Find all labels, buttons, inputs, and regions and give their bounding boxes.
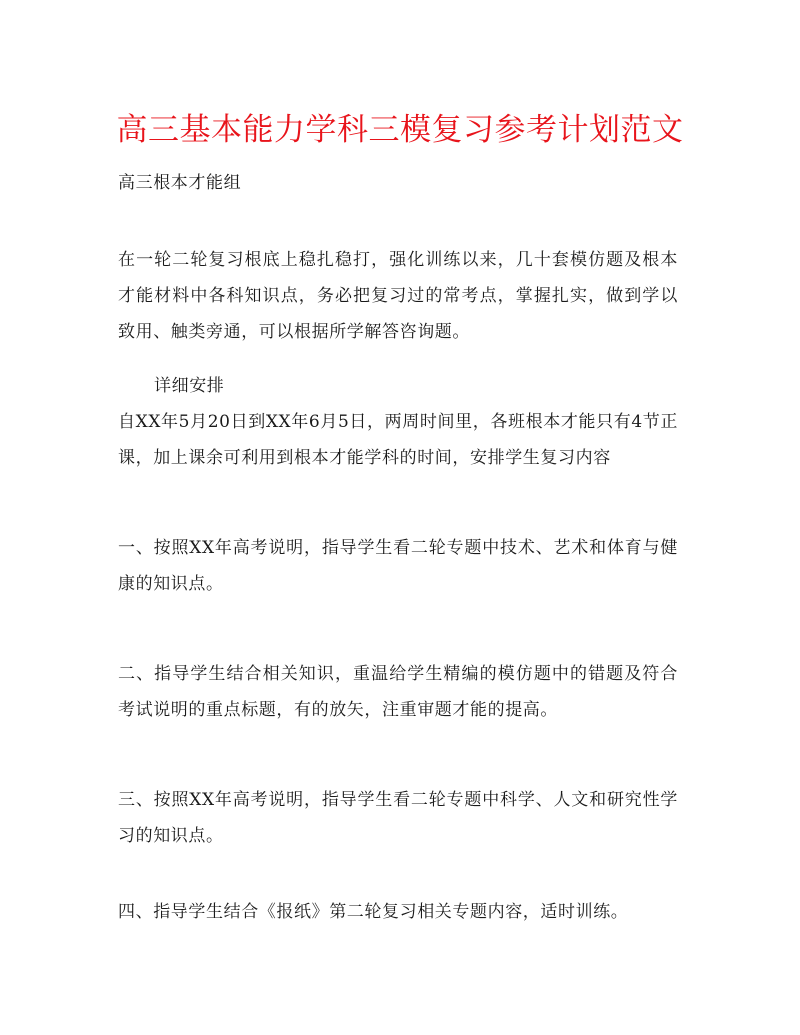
paragraph-item-2: 二、指导学生结合相关知识，重温给学生精编的模仿题中的错题及符合考试说明的重点标题，有的放矢，注重审题才能的提高。 [118,664,678,720]
document-title: 高三基本能力学科三模复习参考计划范文 [116,112,684,148]
paragraph-item-4: 四、指导学生结合《报纸》第二轮复习相关专题内容，适时训练。 [118,902,629,922]
section-heading-arrangement: 详细安排 [154,376,225,396]
paragraph-item-1: 一、按照XX年高考说明，指导学生看二轮专题中技术、艺术和体育与健康的知识点。 [118,538,678,594]
paragraph-item-3: 三、按照XX年高考说明，指导学生看二轮专题中科学、人文和研究性学习的知识点。 [118,790,678,846]
document-subtitle: 高三根本才能组 [118,173,242,193]
paragraph-schedule: 自XX年5月20日到XX年6月5日，两周时间里，各班根本才能只有4节正课，加上课余可利用到根本才能学科的时间，安排学生复习内容 [118,412,678,468]
paragraph-intro: 在一轮二轮复习根底上稳扎稳打，强化训练以来，几十套模仿题及根本才能材料中各科知识点，务必把复习过的常考点，掌握扎实，做到学以致用、触类旁通，可以根据所学解答咨询题。 [118,250,678,342]
